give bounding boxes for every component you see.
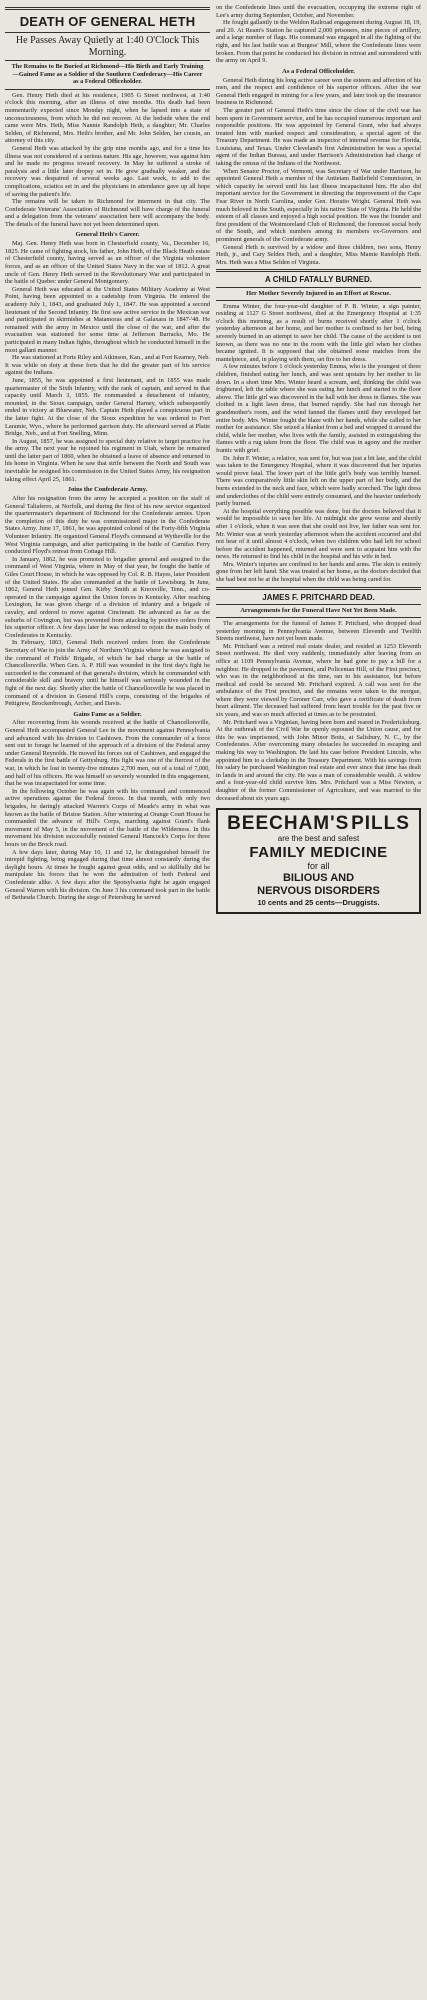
paragraph: Mrs. Winter's injuries are confined to her hands and arms. The skin is entirely gone from her left hand. She was treated at her home, as the doctors decided that she had best not be at the hospital when the child was being cared for. (216, 560, 421, 584)
paragraph: General Heth was attacked by the grip nine months ago, and for a time his illness was not considered of a serious nature. His age, however, was against him and he made no progress toward recovery. In May he suffered a stroke of paralysis and a little later dropsy set in. He grew gradually weaker, and the recovery was despaired of several weeks ago. Last week, to add to the complications, sciatica set in and the physicians in attendance gave up all hope of saving the patient's life. (5, 144, 210, 198)
article-divider (216, 587, 421, 590)
paragraph: After his resignation from the army he accepted a position on the staff of General Taliaferro, at Norfolk, and during the first of his new service organized the quartermaster's department of Richmond for the Confederate armies. Upon the completion of this duty he was commissioned major in the Confederate States Army. June 17, 1861, he was appointed colonel of the Forty-fifth Virginia Volunteer Infantry. He organized General Floyd's command at Wytheville for the West Virginia campaign, and after participating in the battle of Carnifax Ferry conducted Floyd's retreat from Cottage Hill. (5, 495, 210, 556)
pritchard-headline: JAMES F. PRITCHARD DEAD. (262, 592, 375, 602)
paragraph: General Heth is survived by a widow and three children, two sons, Henry Heth, jr., and Cary Selden Heth, and a daughter, Miss Mamie Randolph Heth. Mrs. Heth was a Miss Selden of Virginia. (216, 243, 421, 266)
section-heading: As a Federal Officeholder. (282, 67, 355, 75)
paragraph: He was stationed at Forts Riley and Atkinson, Kan., and at Fort Kearney, Neb. It was while on duty at these forts that he did the greater part of his service against the Indians. (5, 354, 210, 377)
pritchard-deck: Arrangements for the Funeral Have Not Yet Been Made. (240, 607, 397, 615)
headline-rule (216, 604, 421, 605)
paragraph: on the Confederate lines until the evacuation, occupying the extreme right of Lee's army during September, October, and November. (216, 4, 421, 19)
headline-rule (5, 32, 210, 33)
paragraph: He fought gallantly in the Weldon Railroad engagement during August 18, 19, and 20. At Ream's Station he captured 2,000 prisoners, nine pieces of artillery, and a large number of flags. His command was engaged in all the fighting of the right, and his last battle was at Burgess' Mill, where the Confederate lines were broken. From that point he conducted his division in retreat and surrendered with the army on April 9. (216, 19, 421, 65)
subdeck-rule (5, 89, 210, 90)
top-rule (5, 7, 210, 10)
right-column (216, 4, 421, 1998)
paragraph: After recovering from his wounds received at the battle of Chancellorsville, General Heth accompanied General Lee in the movement against Pennsylvania and advanced with his division to Cashtown. From the commander of a force sent out to forage he learned of the approach of a division of the Federal army under General Reynolds. He moved his forces out of Cashtown, and engaged the Federals in the first battle of Gettysburg. His fight was one of the fiercest of the war, in which he lost in twenty-five minutes 2,700 men, out of a total of 7,000, and half of his officers. He was himself so severely wounded in this engagement, that he was incapacitated for some time. (5, 719, 210, 788)
paragraph: Emma Winter, the four-year-old daughter of P. B. Winter, a sign painter, residing at 1127 G Street northwest, died at the Emergency Hospital at 1:35 o'clock this morning, as a result of burns received shortly after 1 o'clock yesterday afternoon at her home, and her mother is confined to her bed, being severely burned in an attempt to save her child. The cause of the accident is not known, as there was no one in the room with the little girl when her clothes became ignited. It is supposed that she obtained some matches from the mantelpiece, and, in playing with them, set fire to her dress. (216, 302, 421, 363)
paragraph: Dr. John F. Winter, a relative, was sent for, but was just a bit late, and the child was taken to the Emergency Hospital, where it was discovered that her injuries would prove fatal. The lower part of the little girl's body was terribly burned. There was comparatively little skin left on the upper part of her body, and the burns extended to the neck and face, which were badly scorched. The light dress and underclothes of the child were entirely consumed, and the heavier underbody partly burned. (216, 454, 421, 508)
child-deck: Her Mother Severely Injured in an Effort at Rescue. (246, 289, 391, 297)
paragraph: Mr. Pritchard was a Virginian, having been born and reared in Fredericksburg. At the outbreak of the Civil War he openly espoused the Union cause, and for this he was imprisoned, with John Minor Botts, at Salisbury, N. C., by the Confederates. After overcoming many obstacles he succeeded in escaping and making his way to Washington. He laid his case before President Lincoln, who appointed him to a clerkship in the Treasury Department. With his savings from his salary he purchased Washington real estate and ever since that time has dealt in lands in and around the city. He was a man of considerable wealth. A widow and a four-year-old child survive him. Mrs. Pritchard was a Miss Newton, a daughter of the former Commissioner of Agriculture, and was married to the deceased about six years ago. (216, 718, 421, 802)
paragraph: In the following October he was again with his command and commenced active operations against the Federal forces. In that month, with only two brigades, he daringly attacked Warren's Corps of Meade's army in what was known as the battle of Bristoe Station. After wintering at Orange Court House he commanded the advance of Hill's Corps, marching against Grant's flank movement of May 5, in the movement of the battle of the Wilderness. In this movement his division successfully resisted General Hancock's Corps for three hours on the Brock road. (5, 787, 210, 848)
ad-bilious: BILIOUS AND (282, 872, 355, 885)
ad-for-all: for all (307, 861, 330, 872)
heth-subdeck: The Remains to Be Buried at Richmond—His Birth and Early Training—Gained Fame as a Soldier of the Southern Confederacy—His Career as a Federal Officeholder. (11, 63, 204, 86)
paragraph: The arrangements for the funeral of James F. Pritchard, who dropped dead yesterday morning in Pennsylvania Avenue, between Eleventh and Twelfth Streets northwest, have not yet been made. (216, 619, 421, 643)
paragraph: General Heth during his long active career won the esteem and affection of his men, and the respect and confidence of his superior officers. After the war General Heth engaged in mining for a few years, and later took up the insurance business in Richmond. (216, 76, 421, 107)
ad-brand-line (222, 814, 415, 834)
heth-deck: He Passes Away Quietly at 1:40 O'Clock This Morning. (15, 35, 200, 58)
headline-rule (216, 287, 421, 288)
section-heading: Joins the Confederate Army. (67, 486, 148, 494)
ad-tagline: are the best and safest (277, 834, 360, 844)
section-heading: General Heth's Career. (75, 231, 140, 239)
paragraph: Mr. Pritchard was a retired real estate dealer, and resided at 1253 Eleventh Street northwest. He died very suddenly, immediately after leaving from an office at 1109 Pennsylvania Avenue, where he had gone to pay a bill for a neighbor. He dropped to the pavement, and Policeman Hill, of the First precinct, who was in the neighborhood at the time, ran to his assistance, but before medical aid could be secured Mr. Pritchard expired. A call was sent for the ambulance of the First precinct, and the remains were taken to the morgue, where they were viewed by Coroner Carr, who gave a certificate of death from heart ailment. The deceased had suffered from heart trouble for the past five or six years, and was so much affected at times as to be prostrated. (216, 642, 421, 719)
deck-rule (216, 617, 421, 618)
paragraph: When Senator Proctor, of Vermont, was Secretary of War under Harrison, he appointed General Heth a member of the Antietam Battlefield Commission, in which capacity he served until his last illness incapacitated him. He also did important service for the Government in directing the improvement of the Cape Fear River in North Carolina, under Gen. Horatio Wright. General Heth was much beloved in the South, especially in his native State of Virginia. He held the esteem of all classes and enjoyed a high social position. He was the founder and first president of the Westmoreland Club of Richmond, the foremost social body of the South, and which numbers among its members ex-Governors and prominent generals of the Confederate army. (216, 167, 421, 244)
paragraph: In August, 1857, he was assigned to special duty relative to target practice for the army. The next year he rejoined his regiment in Utah, where he remained until the latter part of 1860, when he obtained a leave of absence and returned to his home in Virginia. When he saw that strife between the North and South was inevitable he resigned his commission in the United States Army, his resignation taking effect April 25, 1861. (5, 437, 210, 483)
left-column (5, 4, 210, 1998)
paragraph: At the hospital everything possible was done, but the doctors believed that it would be impossible to save her life. At midnight she grew worse and shortly after 1 o'clock, when it was seen that she could not live, her father was sent for. Mr. Winter was at work yesterday afternoon when the accident occurred and did not hear of it until almost 4 o'clock, when two children who had left for school before the accident happened, returned and were sent to acquaint him with the news. He returned to find his child in the hospital and his wife in bed. (216, 507, 421, 561)
ad-brand: BEECHAM'S (227, 813, 350, 835)
heth-headline: DEATH OF GENERAL HETH (19, 14, 196, 29)
paragraph: Maj. Gen. Henry Heth was born in Chesterfield county, Va., December 16, 1825. He came of fighting stock, his father, John Heth, of the Black Heath estate of Chesterfield county, having served as an officer of the Virginia volunteer forces, and as an officer of the United States Navy in the war of 1812. A great uncle of Gen. Henry Heth served in the Revolutionary War and participated in the battle of Quebec under General Montgomery. (5, 240, 210, 286)
paragraph: In February, 1863, General Heth received orders from the Confederate Secretary of War to join the Army of Northern Virginia where he was assigned to the command of Fields' Brigade, of which he had charge at the battle of Chancellorsville. When Gen. A. P. Hill was wounded in the first day's fight he succeeded to the command of that general's division, which he commanded with considerable skill and bravery until he himself was seriously wounded in the fight of the next day. Shortly after the battle of Chancellorsville he was placed in command of a division in General Hill's corps, consisting of the brigades of Pettigrew, Brockenbrough, Archer, and Davis. (5, 639, 210, 708)
paragraph: June, 1855, he was appointed a first lieutenant, and in 1855 was made quartermaster of the Sixth Infantry, with the rank of captain, and served in that capacity until March 3, 1855. He commanded a detachment of infantry, mounted, in the Sioux campaign, under General Harney, which subsequently ended in victory at Bluewater, Neb. Captain Heth played a conspicuous part in the latter fight. At the close of the Sioux expedition he was ordered to Fort Laramie, Wyo., where he performed garrison duty. He afterward served at Platte Bridge, Neb., and at Fort Snelling, Minn. (5, 376, 210, 438)
beechams-pills-ad (216, 808, 421, 914)
paragraph: The remains will be taken to Richmond for interment in that city. The Confederate Veterans' Association of Richmond will have charge of the funeral and a delegation from the veterans' association here will accompany the body. The details of the funeral have not yet been determined upon. (5, 198, 210, 228)
deck-rule (216, 300, 421, 301)
section-heading: Gains Fame as a Soldier. (73, 710, 142, 718)
ad-price: 10 cents and 25 cents—Druggists. (257, 898, 380, 908)
deck-rule (5, 60, 210, 61)
paragraph: Gen. Henry Heth died at his residence, 1905 G Street northwest, at 1:40 o'clock this morning, after an illness of nine months. His death had been momentarily expected since Monday night, when he lapsed into a state of unconsciousness, from which he did not recover. At the bedside when the end came were Mrs. Heth, Miss Nannie Randolph Heth, a daughter; Mr. Charles Selden, of Richmond, Mrs. Heth's brother, and Mr. John Selden, her cousin, an attorney of this city. (5, 91, 210, 145)
ad-nervous: NERVOUS DISORDERS (257, 885, 380, 898)
paragraph: General Heth was educated at the United States Military Academy at West Point, having been appointed to a cadetship from Virginia. He entered the academy July 1, 1843, and graduated July 1, 1847. He was appointed a second lieutenant of the Second Infantry. He first saw active service in the Mexican war and participated in skirmishes at Matamoras and at Galaxara in 1847-'48. He remained with the army in Mexico until the close of the war, and after the evacuation was stationed for some time at Jefferson Barracks, Mo. He participated in many Indian fights, throughout which he conducted himself in the most gallant manner. (5, 285, 210, 354)
ad-product: PILLS (351, 813, 410, 835)
ad-family-medicine: FAMILY MEDICINE (249, 844, 388, 862)
article-divider (216, 269, 421, 272)
child-headline: A CHILD FATALLY BURNED. (265, 275, 372, 285)
paragraph: A few days later, during May 10, 11 and 12, he distinguished himself for intrepid fighting, being engaged during that time almost constantly during the daylight hours. At times he fought against great odds, and so skillfully did he manipulate his forces that he won the admiration of both Federal and Confederate alike. A few days after the Spotsylvania fight he again engaged General Warren with his division. On June 3 his command took part in the battle of Bethesda Church. During the siege of Petersburg he served (5, 848, 210, 902)
paragraph: A few minutes before 1 o'clock yesterday Emma, who is the youngest of three children, finished eating her lunch, and was sent upstairs by her mother to lie down. In a short time Mrs. Winter heard a scream, and, thinking the child was frightened, left the table where she was eating her lunch and started to the floor above. The little girl was discovered in the hall with her dress in flames. She was clothed in a light lawn dress, that burned rapidly. She had run through her grandmother's room, and the wind fanned the flames until they enveloped her entire body. Mrs. Winter fought the blaze with her hands, while she called to her mother for assistance. She seized a blanket from a bed and wrapped it around the child, while her mother, who lives with the family, assisted in extinguishing the flames with a rug taken from the floor. The child was in agony and the mother frantic with grief. (216, 363, 421, 454)
paragraph: The greater part of General Heth's time since the close of the civil war has been spent in Government service, and he has occupied numerous important and responsible positions. He was appointed by General Grant, who had always treated him with marked respect and consideration, a special agent of the Treasury Department. He was made an inspector of internal revenue for Florida, Louisiana, and Texas. Under Cleveland's first Administration he was a special agent of the Indian Bureau, and under Harrison's Administration had charge of taking the census of the Indians of the Northwest. (216, 106, 421, 168)
paragraph: In January, 1862, he was promoted to brigadier general and assigned to the command of West Virginia, where in May of that year, he fought the battle of Giles Court House, in which he was opposed by Col. R. B. Hayes, later President of the United States. He also commanded at the battle of Lewisburg. In June, 1862, General Heth joined Gen. Kirby Smith at Knoxville, Tenn., and co-operated in the campaign against the Union forces in Kentucky. After reaching Lexington, he was given charge of a division of infantry and a brigade of cavalry, and ordered to move against Cincinnati. He advanced as far as the suburbs of Covington, but was prevented from attacking by positive orders from his superior officer. A few days later he was ordered to rejoin the main body of Confederates in Kentucky. (5, 555, 210, 639)
